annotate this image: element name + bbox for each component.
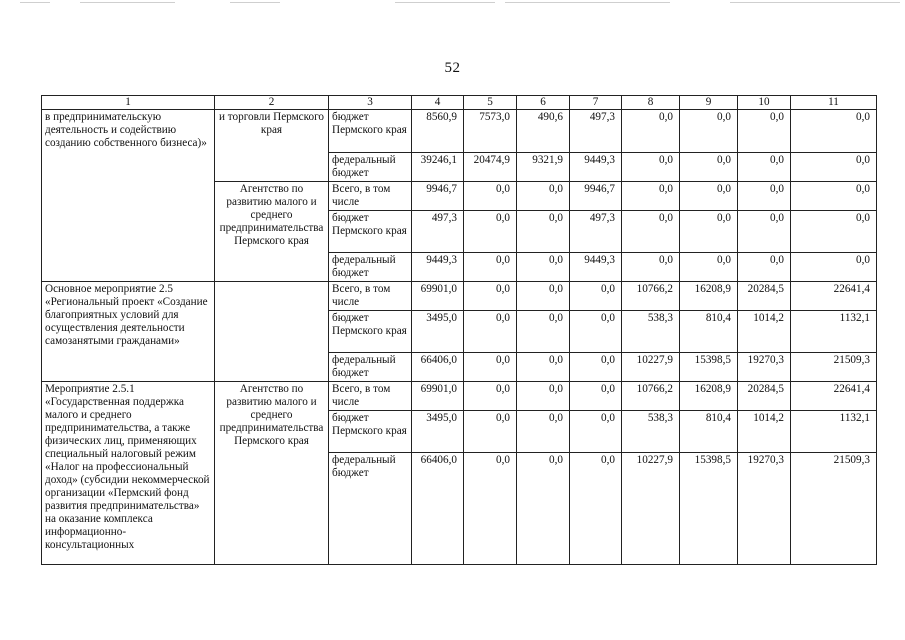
amount-cell: 16208,9 [680, 382, 738, 411]
amount-cell: 10227,9 [622, 453, 680, 565]
column-header: 11 [791, 96, 877, 110]
amount-cell: 22641,4 [791, 382, 877, 411]
funding-source-cell: Всего, в том числе [329, 382, 412, 411]
amount-cell: 0,0 [464, 311, 517, 353]
amount-cell: 69901,0 [412, 382, 464, 411]
table-row [42, 110, 877, 153]
column-header: 8 [622, 96, 680, 110]
funding-source-cell: федеральный бюджет [329, 153, 412, 182]
amount-cell: 9449,3 [570, 253, 622, 282]
column-header: 10 [738, 96, 791, 110]
amount-cell: 0,0 [680, 211, 738, 253]
amount-cell: 497,3 [412, 211, 464, 253]
amount-cell: 7573,0 [464, 110, 517, 153]
activity-name-cell: Основное мероприятие 2.5 «Региональный проект «Создание благоприятных условий для осуществления деятельности самозанятыми гражданами» [42, 282, 215, 382]
amount-cell: 3495,0 [412, 411, 464, 453]
funding-source-cell: бюджет Пермского края [329, 311, 412, 353]
amount-cell: 1014,2 [738, 311, 791, 353]
page-number: 52 [444, 60, 461, 76]
amount-cell: 0,0 [517, 382, 570, 411]
amount-cell: 0,0 [570, 311, 622, 353]
budget-table [41, 95, 877, 565]
amount-cell: 810,4 [680, 311, 738, 353]
activity-name-cell: в предпринимательскую деятельность и содействию созданию собственного бизнеса)» [42, 110, 215, 282]
amount-cell: 0,0 [738, 182, 791, 211]
amount-cell: 9449,3 [570, 153, 622, 182]
amount-cell: 0,0 [622, 211, 680, 253]
amount-cell: 10227,9 [622, 353, 680, 382]
amount-cell: 0,0 [517, 353, 570, 382]
amount-cell: 0,0 [738, 153, 791, 182]
table-row [42, 282, 877, 311]
amount-cell: 21509,3 [791, 353, 877, 382]
funding-source-cell: федеральный бюджет [329, 253, 412, 282]
amount-cell: 1132,1 [791, 411, 877, 453]
amount-cell: 0,0 [517, 453, 570, 565]
table-row [42, 382, 877, 411]
amount-cell: 0,0 [570, 353, 622, 382]
amount-cell: 0,0 [517, 253, 570, 282]
amount-cell: 0,0 [464, 211, 517, 253]
amount-cell: 0,0 [464, 182, 517, 211]
amount-cell: 15398,5 [680, 453, 738, 565]
column-header: 1 [42, 96, 215, 110]
funding-source-cell: федеральный бюджет [329, 453, 412, 565]
responsible-executor-cell: Агентство по развитию малого и среднего предпринимательства Пермского края [215, 182, 329, 282]
amount-cell: 0,0 [622, 110, 680, 153]
amount-cell: 0,0 [680, 182, 738, 211]
amount-cell: 19270,3 [738, 353, 791, 382]
amount-cell: 0,0 [464, 353, 517, 382]
scan-top-rule [730, 2, 900, 3]
amount-cell: 0,0 [622, 253, 680, 282]
amount-cell: 0,0 [517, 211, 570, 253]
amount-cell: 9946,7 [412, 182, 464, 211]
amount-cell: 10766,2 [622, 282, 680, 311]
scan-top-rule [230, 2, 280, 3]
amount-cell: 0,0 [464, 282, 517, 311]
amount-cell: 9321,9 [517, 153, 570, 182]
column-header: 2 [215, 96, 329, 110]
amount-cell: 0,0 [791, 211, 877, 253]
funding-source-cell: бюджет Пермского края [329, 211, 412, 253]
amount-cell: 490,6 [517, 110, 570, 153]
column-header: 5 [464, 96, 517, 110]
amount-cell: 0,0 [738, 110, 791, 153]
amount-cell: 22641,4 [791, 282, 877, 311]
amount-cell: 1014,2 [738, 411, 791, 453]
activity-name-cell: Мероприятие 2.5.1 «Государственная поддержка малого и среднего предпринимательства, а также физических лиц, применяющих специальный налоговый режим «Налог на профессиональный доход» (субсидии некоммерческой организации «Пермский фонд развития предпринимательства» на оказание комплекса информационно-консультационных [42, 382, 215, 565]
amount-cell: 0,0 [464, 411, 517, 453]
amount-cell: 0,0 [517, 311, 570, 353]
amount-cell: 0,0 [680, 153, 738, 182]
amount-cell: 0,0 [791, 182, 877, 211]
column-header: 9 [680, 96, 738, 110]
amount-cell: 538,3 [622, 311, 680, 353]
amount-cell: 0,0 [570, 382, 622, 411]
funding-source-cell: бюджет Пермского края [329, 411, 412, 453]
amount-cell: 3495,0 [412, 311, 464, 353]
amount-cell: 66406,0 [412, 453, 464, 565]
column-header: 6 [517, 96, 570, 110]
amount-cell: 497,3 [570, 110, 622, 153]
amount-cell: 497,3 [570, 211, 622, 253]
amount-cell: 0,0 [738, 253, 791, 282]
amount-cell: 20284,5 [738, 282, 791, 311]
amount-cell: 0,0 [791, 153, 877, 182]
amount-cell: 20474,9 [464, 153, 517, 182]
scan-top-rule [505, 2, 670, 3]
responsible-executor-cell: и торговли Пермского края [215, 110, 329, 182]
amount-cell: 19270,3 [738, 453, 791, 565]
amount-cell: 10766,2 [622, 382, 680, 411]
funding-source-cell: бюджет Пермского края [329, 110, 412, 153]
amount-cell: 16208,9 [680, 282, 738, 311]
column-header: 7 [570, 96, 622, 110]
amount-cell: 69901,0 [412, 282, 464, 311]
scan-top-rule [80, 2, 175, 3]
amount-cell: 0,0 [570, 411, 622, 453]
amount-cell: 20284,5 [738, 382, 791, 411]
amount-cell: 810,4 [680, 411, 738, 453]
amount-cell: 0,0 [464, 253, 517, 282]
amount-cell: 0,0 [517, 411, 570, 453]
table-header-row [42, 96, 877, 110]
amount-cell: 21509,3 [791, 453, 877, 565]
column-header: 3 [329, 96, 412, 110]
scan-top-rule [395, 2, 495, 3]
amount-cell: 0,0 [738, 211, 791, 253]
amount-cell: 8560,9 [412, 110, 464, 153]
amount-cell: 0,0 [791, 110, 877, 153]
scan-top-rule [20, 2, 50, 3]
amount-cell: 66406,0 [412, 353, 464, 382]
funding-source-cell: Всего, в том числе [329, 282, 412, 311]
amount-cell: 9449,3 [412, 253, 464, 282]
amount-cell: 0,0 [791, 253, 877, 282]
amount-cell: 0,0 [517, 182, 570, 211]
amount-cell: 0,0 [517, 282, 570, 311]
amount-cell: 538,3 [622, 411, 680, 453]
funding-source-cell: Всего, в том числе [329, 182, 412, 211]
amount-cell: 0,0 [680, 253, 738, 282]
amount-cell: 0,0 [464, 453, 517, 565]
amount-cell: 1132,1 [791, 311, 877, 353]
column-header: 4 [412, 96, 464, 110]
amount-cell: 0,0 [464, 382, 517, 411]
amount-cell: 15398,5 [680, 353, 738, 382]
amount-cell: 0,0 [680, 110, 738, 153]
amount-cell: 0,0 [622, 182, 680, 211]
responsible-executor-cell: Агентство по развитию малого и среднего предпринимательства Пермского края [215, 382, 329, 565]
funding-source-cell: федеральный бюджет [329, 353, 412, 382]
amount-cell: 0,0 [570, 453, 622, 565]
amount-cell: 0,0 [570, 282, 622, 311]
amount-cell: 9946,7 [570, 182, 622, 211]
amount-cell: 39246,1 [412, 153, 464, 182]
responsible-executor-cell [215, 282, 329, 382]
amount-cell: 0,0 [622, 153, 680, 182]
